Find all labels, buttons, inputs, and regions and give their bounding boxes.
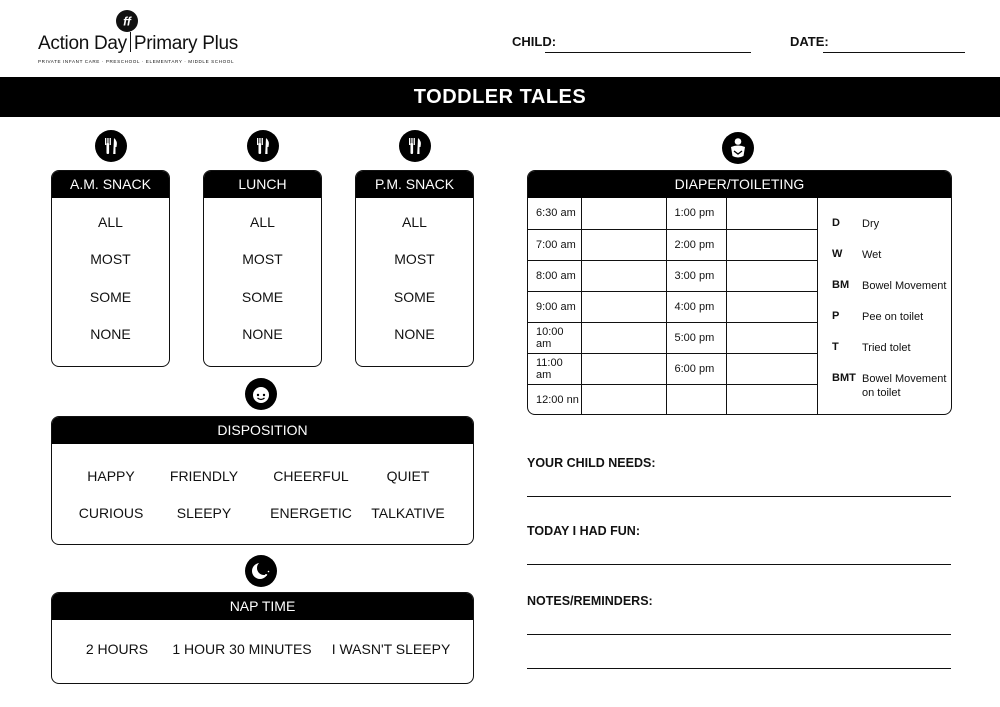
page-title: TODDLER TALES — [0, 77, 1000, 117]
logo-mark-icon — [116, 10, 138, 32]
entry-cell[interactable] — [581, 198, 666, 229]
disposition-card — [51, 416, 474, 545]
lunch-title: LUNCH — [204, 171, 321, 198]
legend-code: T — [832, 341, 839, 353]
disposition-option[interactable]: ENERGETIC — [270, 505, 352, 521]
table-row — [528, 260, 817, 291]
baby-icon — [722, 132, 754, 164]
legend-desc: Dry — [862, 218, 880, 230]
entry-cell[interactable] — [726, 260, 817, 291]
disposition-option[interactable]: CHEERFUL — [273, 468, 349, 484]
time-cell: 9:00 am — [528, 291, 581, 322]
meal-option-all[interactable]: ALL — [250, 214, 275, 230]
child-needs-label: YOUR CHILD NEEDS: — [527, 456, 656, 470]
school-logo — [38, 10, 238, 66]
legend-code: D — [832, 217, 840, 229]
date-field[interactable] — [823, 52, 965, 53]
entry-cell[interactable] — [726, 229, 817, 260]
meal-option-most[interactable]: MOST — [90, 251, 131, 267]
disposition-title: DISPOSITION — [52, 417, 473, 444]
legend-desc: Tried tolet — [862, 342, 911, 354]
fork-knife-icon — [95, 130, 127, 162]
nap-time-card — [51, 592, 474, 684]
logo-name-right: Primary Plus — [133, 33, 238, 54]
time-cell: 11:00 am — [528, 353, 581, 384]
time-cell: 4:00 pm — [666, 291, 726, 322]
legend-code: BM — [832, 279, 850, 291]
meal-option-none[interactable]: NONE — [394, 326, 435, 342]
time-cell: 7:00 am — [528, 229, 581, 260]
diaper-toileting-card — [527, 170, 952, 415]
entry-cell[interactable] — [581, 229, 666, 260]
fork-knife-icon — [247, 130, 279, 162]
logo-name — [38, 32, 238, 55]
meal-option-some[interactable]: SOME — [241, 289, 284, 305]
logo-name-left: Action Day — [38, 33, 127, 54]
svg-text:ff: ff — [123, 14, 131, 29]
entry-cell[interactable] — [581, 322, 666, 353]
legend-code: W — [832, 248, 843, 260]
disposition-option[interactable]: FRIENDLY — [169, 468, 239, 484]
table-row — [528, 353, 817, 384]
table-row — [528, 229, 817, 260]
time-cell — [666, 384, 726, 415]
table-row — [528, 198, 817, 229]
table-row — [528, 384, 817, 415]
moon-icon — [245, 555, 277, 587]
table-row — [528, 291, 817, 322]
date-label: DATE: — [790, 34, 829, 49]
entry-cell[interactable] — [581, 260, 666, 291]
nap-option[interactable]: I WASN'T SLEEPY — [331, 641, 451, 657]
disposition-option[interactable]: HAPPY — [87, 468, 135, 484]
entry-cell[interactable] — [581, 291, 666, 322]
child-label: CHILD: — [512, 34, 557, 49]
nap-option[interactable]: 1 HOUR 30 MINUTES — [172, 641, 312, 657]
time-cell: 6:30 am — [528, 198, 581, 229]
notes-reminders-field[interactable] — [527, 634, 951, 635]
logo-tagline: PRIVATE INFANT CARE · PRESCHOOL · ELEMENTARY · MIDDLE SCHOOL — [38, 59, 235, 64]
time-cell: 12:00 nn — [528, 384, 581, 415]
time-cell: 8:00 am — [528, 260, 581, 291]
am-snack-card — [51, 170, 170, 367]
legend-desc: Bowel Movement on toilet — [862, 373, 947, 399]
time-cell: 10:00 am — [528, 322, 581, 353]
entry-cell[interactable] — [726, 198, 817, 229]
meal-option-most[interactable]: MOST — [242, 251, 283, 267]
pm-snack-card — [355, 170, 474, 367]
entry-cell[interactable] — [726, 322, 817, 353]
entry-cell[interactable] — [726, 384, 817, 415]
am-snack-title: A.M. SNACK — [52, 171, 169, 198]
nap-time-title: NAP TIME — [52, 593, 473, 620]
meal-option-some[interactable]: SOME — [89, 289, 132, 305]
meal-option-most[interactable]: MOST — [394, 251, 435, 267]
meal-option-all[interactable]: ALL — [98, 214, 123, 230]
time-cell: 1:00 pm — [666, 198, 726, 229]
disposition-option[interactable]: TALKATIVE — [371, 505, 445, 521]
notes-reminders-field[interactable] — [527, 668, 951, 669]
notes-reminders-label: NOTES/REMINDERS: — [527, 594, 653, 608]
diaper-toileting-title: DIAPER/TOILETING — [528, 171, 951, 198]
legend-desc: Wet — [862, 249, 882, 261]
had-fun-field[interactable] — [527, 564, 951, 565]
child-needs-field[interactable] — [527, 496, 951, 497]
meal-option-none[interactable]: NONE — [242, 326, 283, 342]
table-row — [528, 322, 817, 353]
nap-option[interactable]: 2 HOURS — [85, 641, 149, 657]
face-icon — [245, 378, 277, 410]
entry-cell[interactable] — [726, 291, 817, 322]
meal-option-all[interactable]: ALL — [402, 214, 427, 230]
legend-code: P — [832, 310, 840, 322]
entry-cell[interactable] — [726, 353, 817, 384]
had-fun-label: TODAY I HAD FUN: — [527, 524, 640, 538]
meal-option-none[interactable]: NONE — [90, 326, 131, 342]
legend-desc: Bowel Movement — [862, 280, 947, 292]
entry-cell[interactable] — [581, 353, 666, 384]
disposition-option[interactable]: SLEEPY — [176, 505, 232, 521]
meal-option-some[interactable]: SOME — [393, 289, 436, 305]
entry-cell[interactable] — [581, 384, 666, 415]
legend-desc: Pee on toilet — [862, 311, 924, 323]
pm-snack-title: P.M. SNACK — [356, 171, 473, 198]
fork-knife-icon — [399, 130, 431, 162]
toileting-log-table — [528, 198, 818, 415]
disposition-option[interactable]: CURIOUS — [78, 505, 144, 521]
child-field[interactable] — [545, 52, 751, 53]
lunch-card — [203, 170, 322, 367]
time-cell: 3:00 pm — [666, 260, 726, 291]
time-cell: 5:00 pm — [666, 322, 726, 353]
legend-code: BMT — [832, 372, 856, 384]
time-cell: 6:00 pm — [666, 353, 726, 384]
time-cell: 2:00 pm — [666, 229, 726, 260]
disposition-option[interactable]: QUIET — [386, 468, 430, 484]
